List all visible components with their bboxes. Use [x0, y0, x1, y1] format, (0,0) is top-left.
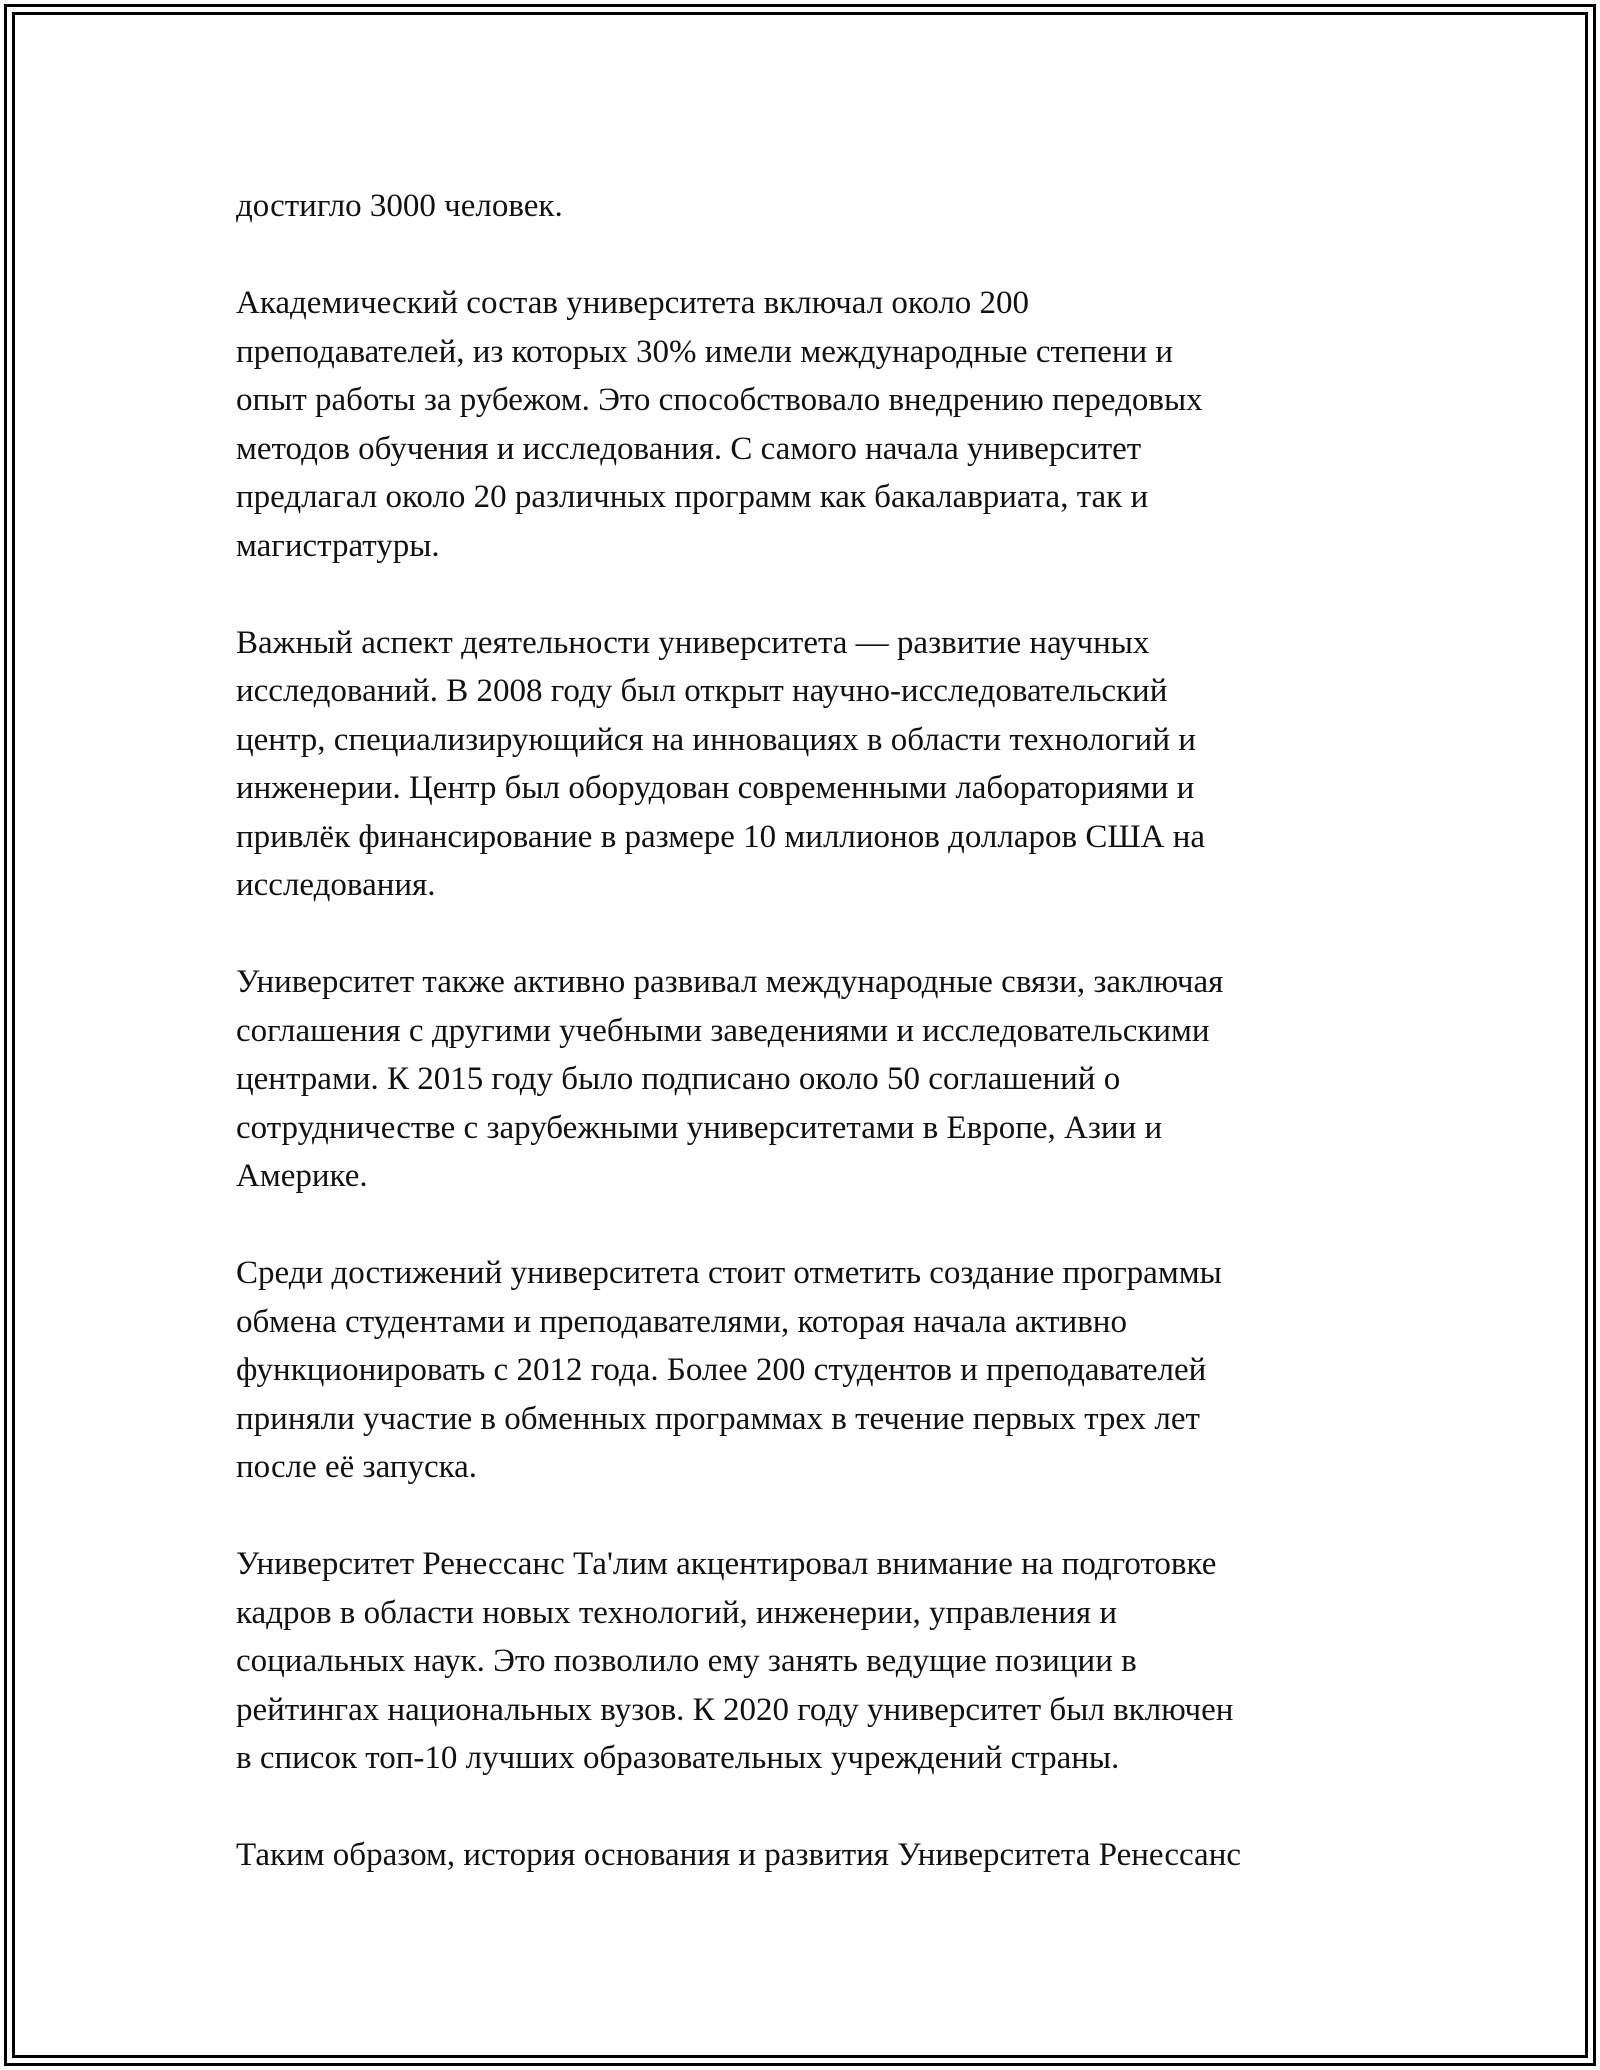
paragraph: Академический состав университета включал около 200 преподавателей, из которых 30% имели международные степени и опыт работы за рубежом. Это способствовало внедрению передовых методов обучения и исследования. С самого начала университет предлагал около 20 различных программ как бакалавриата, так и магистратуры.: [236, 285, 1203, 564]
paragraph: Университет Ренессанс Та'лим акцентировал внимание на подготовке кадров в области новых технологий, инженерии, управления и социальных наук. Это позволило ему занять ведущие позиции в рейтингах национальных вузов. К 2020 году университет был включен в список топ-10 лучших образовательных учреждений страны.: [236, 1546, 1234, 1776]
paragraph: Среди достижений университета стоит отметить создание программы обмена студентами и преподавателями, которая начала активно функционировать с 2012 года. Более 200 студентов и преподавателей приняли участие в обменных программах в течение первых трех лет после её запуска.: [236, 1255, 1222, 1485]
document-body: [236, 182, 1376, 1928]
paragraph: Университет также активно развивал международные связи, заключая соглашения с другими учебными заведениями и исследовательскими центрами. К 2015 году было подписано около 50 соглашений о сотрудничестве с зарубежными университетами в Европе, Азии и Америке.: [236, 964, 1224, 1194]
paragraph: Таким образом, история основания и развития Университета Ренессанс: [236, 1837, 1242, 1873]
paragraph: Важный аспект деятельности университета — развитие научных исследований. В 2008 году был открыт научно-исследовательский центр, специализирующийся на инновациях в области технологий и инженерии. Центр был оборудован современными лабораториями и привлёк финансирование в размере 10 миллионов долларов США на исследования.: [236, 624, 1206, 903]
paragraph: достигло 3000 человек.: [236, 188, 563, 224]
